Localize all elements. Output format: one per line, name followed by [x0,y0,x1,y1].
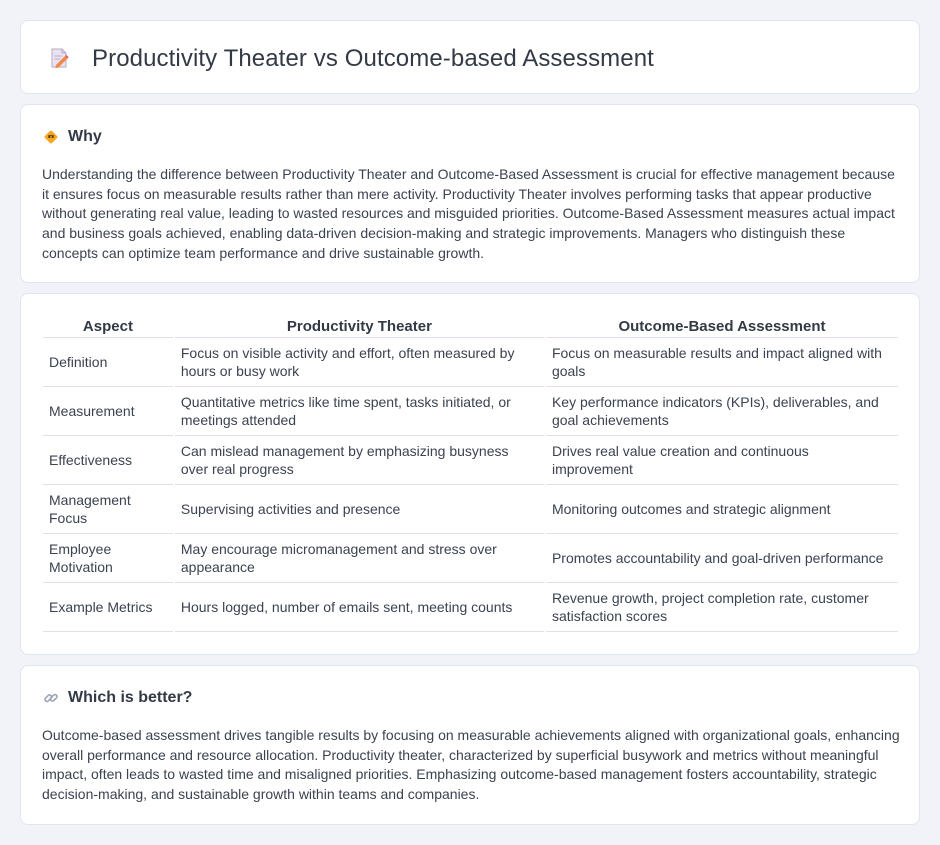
theater-cell: Supervising activities and presence [175,485,544,534]
outcome-cell: Promotes accountability and goal-driven performance [546,534,898,583]
header-card [20,20,920,94]
table-row [43,436,898,485]
theater-cell: Focus on visible activity and effort, often measured by hours or busy work [175,338,544,387]
column-header: Aspect [43,316,173,338]
why-heading [43,127,102,147]
table-row [43,583,898,632]
column-header: Productivity Theater [175,316,544,338]
better-text: Outcome-based assessment drives tangible results by focusing on measurable achievements aligned with organizational goals, enhancing overall performance and resource allocation. Productivity theater, characterized by superficial busywork and metrics without meaningful impact, often leads to wasted time and misaligned priorities. Emphasizing outcome-based management fosters accountability, strategic decision-making, and sustainable growth within teams and companies. [42,727,900,803]
theater-cell: Quantitative metrics like time spent, tasks initiated, or meetings attended [175,387,544,436]
better-title: Which is better? [68,689,193,706]
document-pencil-icon [48,47,70,69]
theater-cell: May encourage micromanagement and stress over appearance [175,534,544,583]
outcome-cell: Key performance indicators (KPIs), deliverables, and goal achievements [546,387,898,436]
theater-cell: Hours logged, number of emails sent, meeting counts [175,583,544,632]
aspect-cell: Definition [43,338,173,387]
table-header-row [43,316,898,338]
outcome-cell: Drives real value creation and continuous improvement [546,436,898,485]
comparison-table [41,316,900,632]
outcome-cell: Revenue growth, project completion rate, customer satisfaction scores [546,583,898,632]
aspect-cell: Measurement [43,387,173,436]
why-text: Understanding the difference between Productivity Theater and Outcome-Based Assessment is crucial for effective management because it ensures focus on measurable results rather than mere activity. Productivity Theater involves performing tasks that appear productive without generating real value, leading to wasted resources and misguided priorities. Outcome-Based Assessment measures actual impact and business goals achieved, enabling data-driven decision-making and strategic improvements. Managers who distinguish these concepts can optimize team performance and drive sustainable growth. [42,166,895,261]
outcome-cell: Focus on measurable results and impact aligned with goals [546,338,898,387]
table-row [43,387,898,436]
better-section [20,665,920,825]
table-row [43,485,898,534]
link-icon [43,690,59,706]
better-heading [43,688,192,708]
theater-cell: Can mislead management by emphasizing busyness over real progress [175,436,544,485]
column-header: Outcome-Based Assessment [546,316,898,338]
why-title: Why [68,128,102,145]
why-section [20,104,920,283]
comparison-section [20,293,920,655]
aspect-cell: Management Focus [43,485,173,534]
aspect-cell: Example Metrics [43,583,173,632]
table-row [43,534,898,583]
diamond-warning-icon [43,129,59,145]
aspect-cell: Effectiveness [43,436,173,485]
page-title: Productivity Theater vs Outcome-based Assessment [92,45,654,72]
outcome-cell: Monitoring outcomes and strategic alignment [546,485,898,534]
aspect-cell: Employee Motivation [43,534,173,583]
table-row [43,338,898,387]
